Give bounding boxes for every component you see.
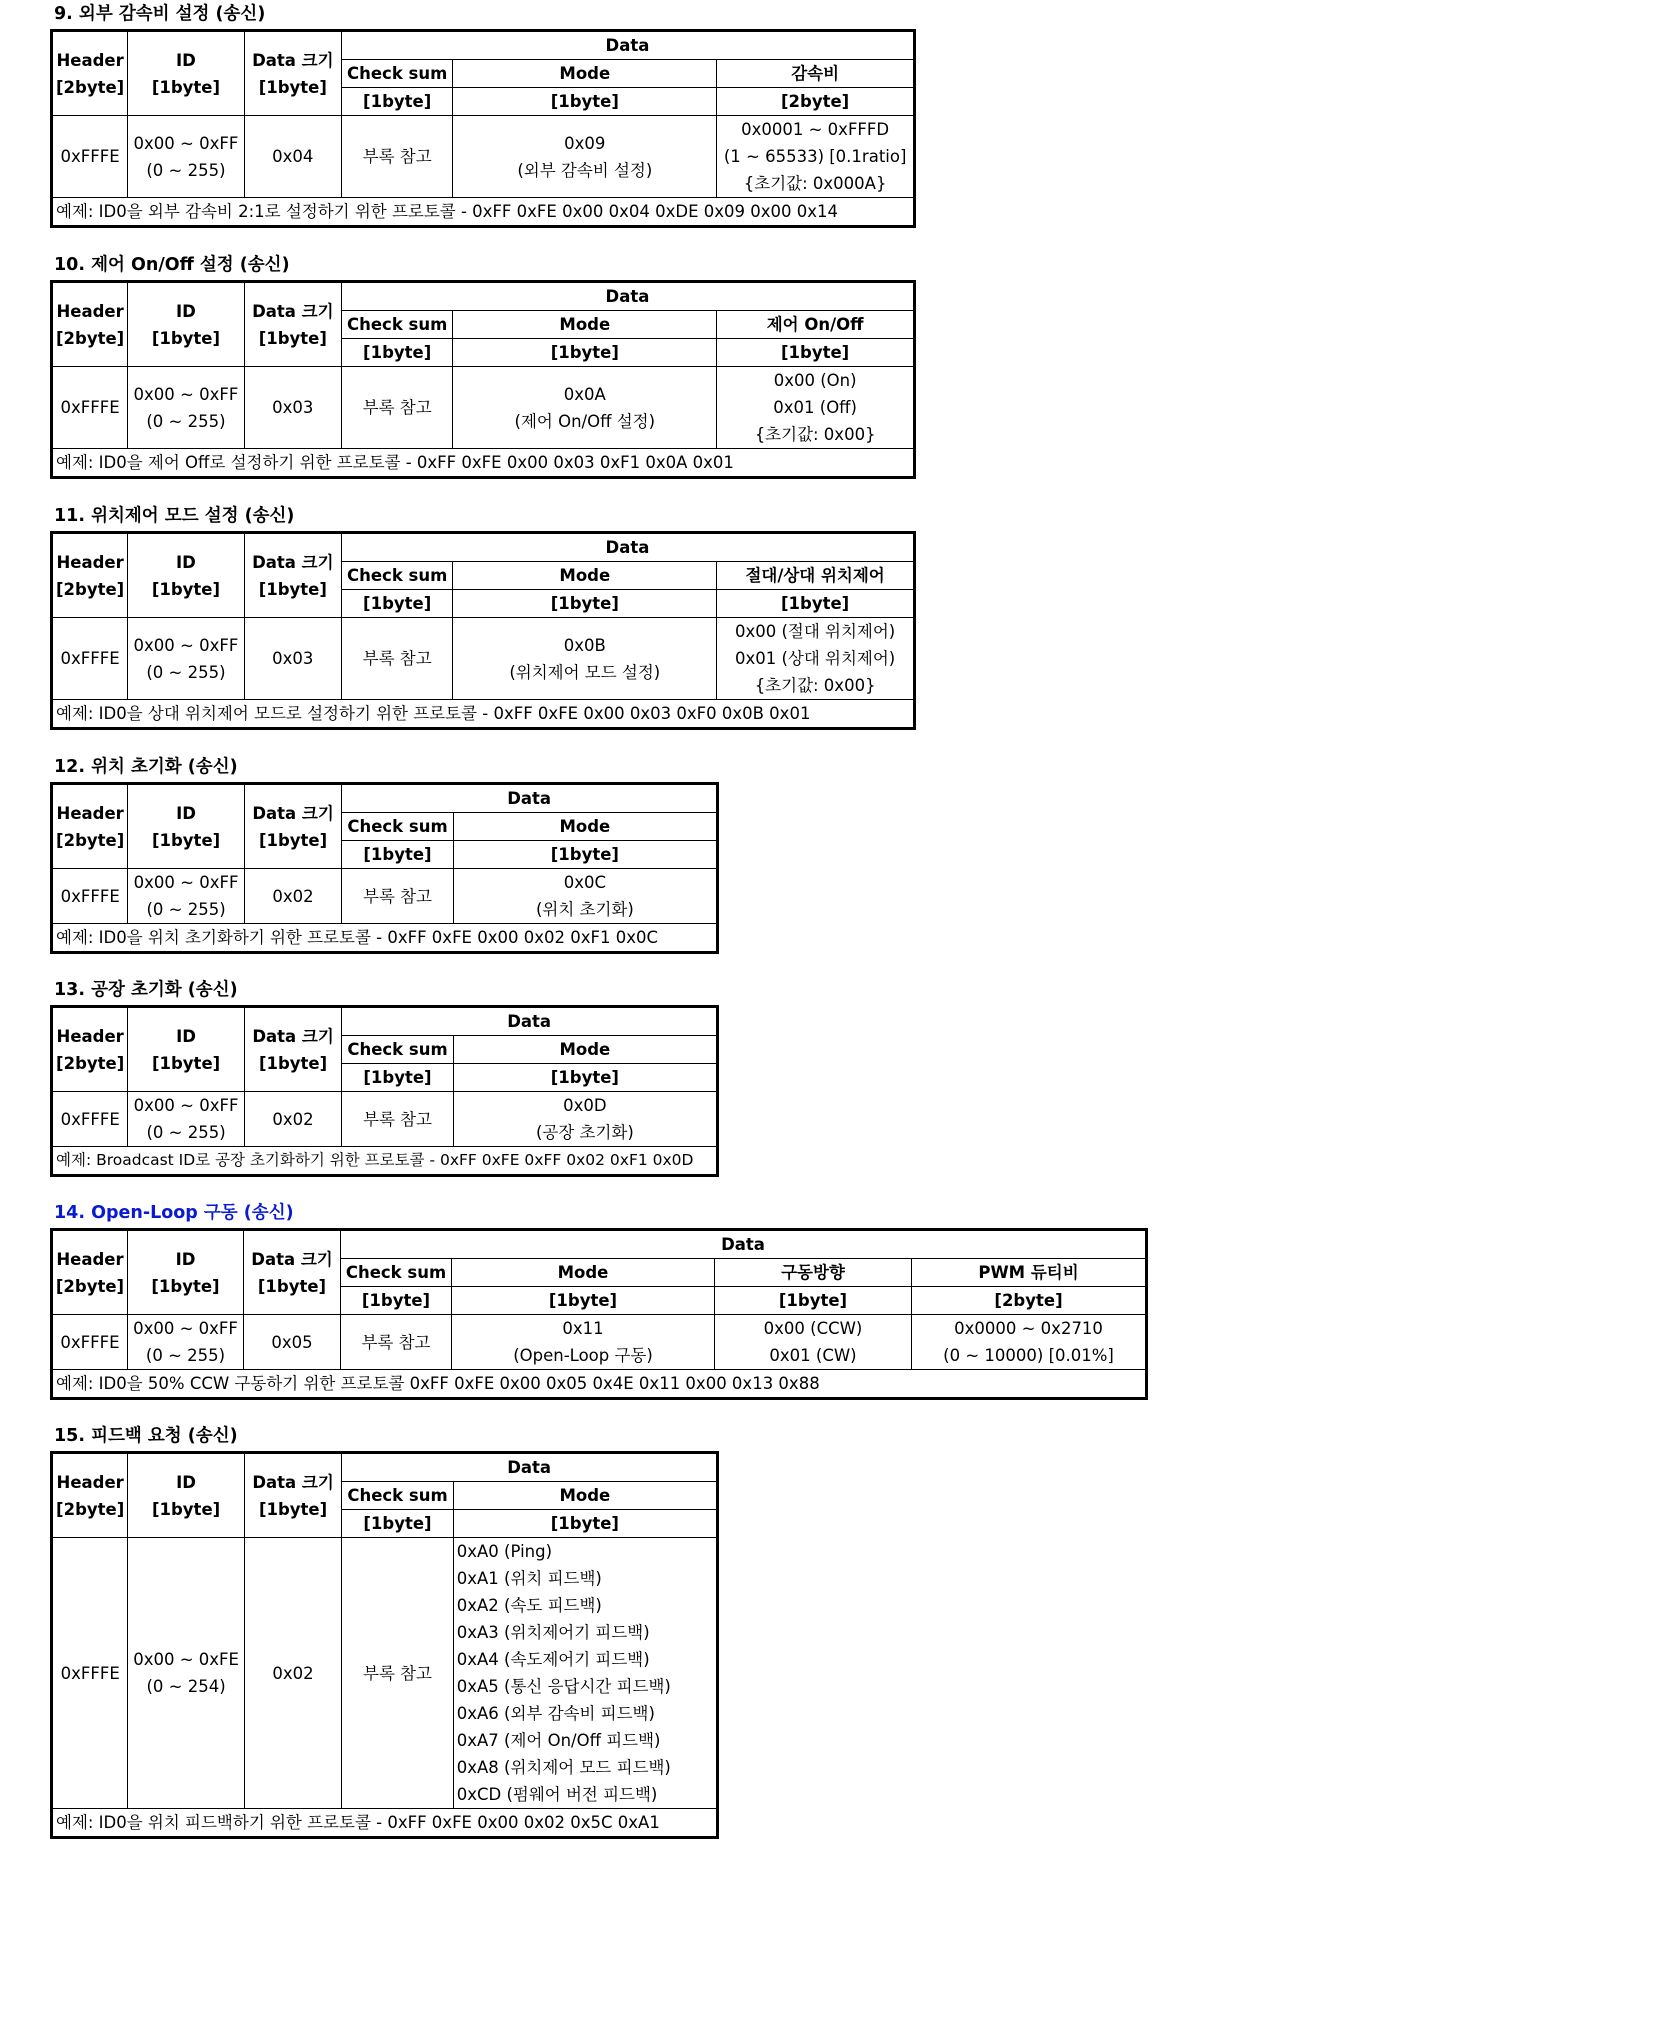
section-9	[50, 2, 916, 228]
protocol-table	[50, 1228, 1148, 1400]
cell-checksum: 부록 참고	[341, 116, 452, 198]
cell-id-range: 0x00 ~ 0xFF (0 ~ 255)	[128, 869, 245, 924]
extra-size: [2byte]	[717, 88, 915, 116]
cell-data-size: 0x05	[244, 1315, 341, 1370]
header-col-direction: 구동방향	[715, 1259, 912, 1287]
mode-size: [1byte]	[452, 1287, 715, 1315]
header-col-header: Header [2byte]	[52, 784, 128, 869]
cell-mode: 0x0B (위치제어 모드 설정)	[453, 618, 717, 700]
cell-id-range: 0x00 ~ 0xFF (0 ~ 255)	[128, 1092, 245, 1147]
cell-mode: 0x0A (제어 On/Off 설정)	[453, 367, 717, 449]
header-col-data-size: Data 크기 [1byte]	[244, 1007, 341, 1092]
section-title: 15. 피드백 요청 (송신)	[54, 1426, 238, 1446]
header-col-data: Data	[341, 1230, 1147, 1259]
cell-mode: 0x0D (공장 초기화)	[453, 1092, 717, 1147]
cell-checksum: 부록 참고	[341, 618, 452, 700]
cell-mode-list	[453, 1538, 717, 1809]
cell-mode: 0x0C (위치 초기화)	[453, 869, 717, 924]
header-col-checksum: Check sum	[341, 311, 452, 339]
cell-header-value: 0xFFFE	[52, 1092, 128, 1147]
cell-data-size: 0x02	[244, 869, 341, 924]
protocol-table	[50, 280, 916, 479]
cell-id-range: 0x00 ~ 0xFF (0 ~ 255)	[128, 116, 244, 198]
cell-data-size: 0x03	[244, 618, 341, 700]
checksum-size: [1byte]	[342, 1064, 453, 1092]
header-col-id: ID [1byte]	[128, 1230, 244, 1315]
header-col-data: Data	[342, 784, 718, 813]
section-title: 13. 공장 초기화 (송신)	[54, 980, 238, 1000]
mode-item: 0xA1 (위치 피드백)	[456, 1569, 602, 1588]
checksum-size: [1byte]	[341, 1287, 452, 1315]
section-title: 14. Open-Loop 구동 (송신)	[54, 1203, 294, 1223]
section-title: 9. 외부 감속비 설정 (송신)	[54, 4, 266, 24]
section-13	[50, 978, 719, 1177]
mode-size: [1byte]	[453, 339, 717, 367]
cell-direction: 0x00 (CCW) 0x01 (CW)	[715, 1315, 912, 1370]
pwm-size: [2byte]	[912, 1287, 1147, 1315]
cell-checksum: 부록 참고	[342, 1092, 453, 1147]
checksum-size: [1byte]	[341, 88, 452, 116]
extra-size: [1byte]	[717, 339, 915, 367]
cell-checksum: 부록 참고	[341, 1315, 452, 1370]
mode-item: 0xA4 (속도제어기 피드백)	[456, 1650, 650, 1669]
section-title: 12. 위치 초기화 (송신)	[54, 757, 238, 777]
header-col-id: ID [1byte]	[128, 1007, 245, 1092]
header-col-header: Header [2byte]	[52, 282, 128, 367]
header-col-id: ID [1byte]	[128, 533, 244, 618]
cell-header-value: 0xFFFE	[52, 869, 128, 924]
checksum-size: [1byte]	[342, 841, 453, 869]
header-col-header: Header [2byte]	[52, 533, 128, 618]
mode-item: 0xA3 (위치제어기 피드백)	[456, 1623, 650, 1642]
header-col-checksum: Check sum	[341, 1259, 452, 1287]
header-col-mode: Mode	[453, 813, 717, 841]
section-title: 11. 위치제어 모드 설정 (송신)	[54, 506, 295, 526]
header-col-data: Data	[341, 282, 914, 311]
protocol-table	[50, 531, 916, 730]
mode-item: 0xA7 (제어 On/Off 피드백)	[456, 1731, 661, 1750]
mode-item: 0xA5 (통신 응답시간 피드백)	[456, 1677, 671, 1696]
cell-checksum: 부록 참고	[341, 367, 452, 449]
example-row: 예제: ID0을 50% CCW 구동하기 위한 프로토콜 0xFF 0xFE 0x00 0x05 0x4E 0x11 0x00 0x13 0x88	[52, 1370, 1147, 1399]
header-col-checksum: Check sum	[341, 60, 452, 88]
cell-id-range: 0x00 ~ 0xFE (0 ~ 254)	[128, 1538, 245, 1809]
header-col-data-size: Data 크기 [1byte]	[244, 784, 341, 869]
cell-pwm: 0x0000 ~ 0x2710 (0 ~ 10000) [0.01%]	[912, 1315, 1147, 1370]
mode-item: 0xA0 (Ping)	[456, 1542, 553, 1561]
header-col-data-size: Data 크기 [1byte]	[244, 282, 341, 367]
header-col-header: Header [2byte]	[52, 31, 128, 116]
cell-header-value: 0xFFFE	[52, 1538, 128, 1809]
example-row: 예제: ID0을 위치 초기화하기 위한 프로토콜 - 0xFF 0xFE 0x00 0x02 0xF1 0x0C	[52, 924, 718, 953]
checksum-size: [1byte]	[341, 590, 452, 618]
mode-size: [1byte]	[453, 590, 717, 618]
cell-extra: 0x0001 ~ 0xFFFD (1 ~ 65533) [0.1ratio] {초기값: 0x000A}	[717, 116, 915, 198]
checksum-size: [1byte]	[341, 339, 452, 367]
header-col-extra: 감속비	[717, 60, 915, 88]
cell-checksum: 부록 참고	[342, 1538, 453, 1809]
header-col-mode: Mode	[453, 60, 717, 88]
header-col-data: Data	[342, 1453, 718, 1482]
header-col-checksum: Check sum	[341, 562, 452, 590]
cell-id-range: 0x00 ~ 0xFF (0 ~ 255)	[128, 367, 244, 449]
header-col-id: ID [1byte]	[128, 784, 245, 869]
mode-item: 0xA8 (위치제어 모드 피드백)	[456, 1758, 671, 1777]
section-12	[50, 755, 719, 954]
header-col-checksum: Check sum	[342, 1036, 453, 1064]
section-10	[50, 253, 916, 479]
header-col-mode: Mode	[452, 1259, 715, 1287]
header-col-data-size: Data 크기 [1byte]	[244, 31, 341, 116]
cell-id-range: 0x00 ~ 0xFF (0 ~ 255)	[128, 1315, 244, 1370]
header-col-data-size: Data 크기 [1byte]	[244, 1230, 341, 1315]
example-row: 예제: ID0을 외부 감속비 2:1로 설정하기 위한 프로토콜 - 0xFF 0xFE 0x00 0x04 0xDE 0x09 0x00 0x14	[52, 198, 915, 227]
mode-size: [1byte]	[453, 1064, 717, 1092]
example-row: 예제: ID0을 제어 Off로 설정하기 위한 프로토콜 - 0xFF 0xFE 0x00 0x03 0xF1 0x0A 0x01	[52, 449, 915, 478]
header-col-id: ID [1byte]	[128, 282, 244, 367]
mode-size: [1byte]	[453, 1510, 717, 1538]
protocol-table	[50, 1451, 719, 1839]
mode-item: 0xA6 (외부 감속비 피드백)	[456, 1704, 655, 1723]
header-col-header: Header [2byte]	[52, 1453, 128, 1538]
mode-size: [1byte]	[453, 841, 717, 869]
section-15	[50, 1424, 719, 1839]
mode-item: 0xA2 (속도 피드백)	[456, 1596, 602, 1615]
example-row: 예제: ID0을 상대 위치제어 모드로 설정하기 위한 프로토콜 - 0xFF 0xFE 0x00 0x03 0xF0 0x0B 0x01	[52, 700, 915, 729]
cell-mode: 0x09 (외부 감속비 설정)	[453, 116, 717, 198]
header-col-header: Header [2byte]	[52, 1007, 128, 1092]
header-col-checksum: Check sum	[342, 813, 453, 841]
header-col-mode: Mode	[453, 1036, 717, 1064]
cell-data-size: 0x02	[244, 1538, 341, 1809]
cell-header-value: 0xFFFE	[52, 367, 128, 449]
cell-data-size: 0x04	[244, 116, 341, 198]
cell-header-value: 0xFFFE	[52, 116, 128, 198]
protocol-table	[50, 1005, 719, 1177]
cell-checksum: 부록 참고	[342, 869, 453, 924]
header-col-extra: 제어 On/Off	[717, 311, 915, 339]
mode-item: 0xCD (펌웨어 버전 피드백)	[456, 1785, 658, 1804]
direction-size: [1byte]	[715, 1287, 912, 1315]
header-col-extra: 절대/상대 위치제어	[717, 562, 915, 590]
header-col-mode: Mode	[453, 311, 717, 339]
header-col-checksum: Check sum	[342, 1482, 453, 1510]
cell-extra: 0x00 (On) 0x01 (Off) {초기값: 0x00}	[717, 367, 915, 449]
example-row: 예제: ID0을 위치 피드백하기 위한 프로토콜 - 0xFF 0xFE 0x00 0x02 0x5C 0xA1	[52, 1809, 718, 1838]
header-col-data: Data	[341, 31, 914, 60]
cell-data-size: 0x03	[244, 367, 341, 449]
header-col-pwm: PWM 듀티비	[912, 1259, 1147, 1287]
mode-size: [1byte]	[453, 88, 717, 116]
header-col-data: Data	[342, 1007, 718, 1036]
header-col-mode: Mode	[453, 1482, 717, 1510]
cell-extra: 0x00 (절대 위치제어) 0x01 (상대 위치제어) {초기값: 0x00}	[717, 618, 915, 700]
header-col-data: Data	[341, 533, 914, 562]
section-11	[50, 504, 916, 730]
header-col-data-size: Data 크기 [1byte]	[244, 533, 341, 618]
checksum-size: [1byte]	[342, 1510, 453, 1538]
header-col-id: ID [1byte]	[128, 1453, 245, 1538]
cell-id-range: 0x00 ~ 0xFF (0 ~ 255)	[128, 618, 244, 700]
cell-data-size: 0x02	[244, 1092, 341, 1147]
cell-header-value: 0xFFFE	[52, 1315, 128, 1370]
cell-mode: 0x11 (Open-Loop 구동)	[452, 1315, 715, 1370]
header-col-mode: Mode	[453, 562, 717, 590]
section-title: 10. 제어 On/Off 설정 (송신)	[54, 255, 290, 275]
cell-header-value: 0xFFFE	[52, 618, 128, 700]
protocol-table	[50, 29, 916, 228]
header-col-data-size: Data 크기 [1byte]	[244, 1453, 341, 1538]
header-col-id: ID [1byte]	[128, 31, 244, 116]
header-col-header: Header [2byte]	[52, 1230, 128, 1315]
example-row: 예제: Broadcast ID로 공장 초기화하기 위한 프로토콜 - 0xFF 0xFE 0xFF 0x02 0xF1 0x0D	[52, 1147, 718, 1176]
section-14	[50, 1201, 1148, 1400]
protocol-table	[50, 782, 719, 954]
extra-size: [1byte]	[717, 590, 915, 618]
